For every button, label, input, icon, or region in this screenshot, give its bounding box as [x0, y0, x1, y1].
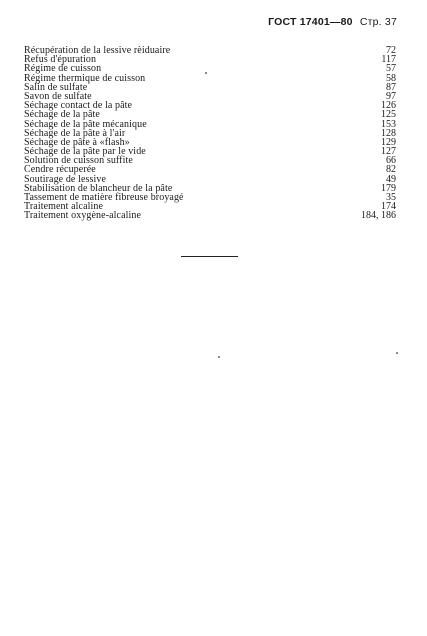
index-pages: 174: [381, 201, 396, 213]
index-pages: 153: [381, 118, 396, 130]
index-term: Séchage contact de la pâte: [24, 100, 133, 112]
index-term: Refus d'épuration: [24, 54, 97, 66]
page-number: Стр. 37: [359, 16, 397, 28]
index-pages: 127: [381, 146, 396, 158]
index-pages: 57: [386, 63, 396, 75]
index-pages: 87: [386, 81, 396, 93]
index-pages: 126: [381, 100, 396, 112]
index-term: Séchage de la pâte à l'air: [24, 127, 126, 139]
index-term: Savon de sulfate: [24, 90, 92, 102]
index-pages: 72: [386, 45, 396, 56]
index-pages: 58: [386, 72, 396, 84]
index-term: Séchage de la pâte par le vide: [24, 146, 146, 158]
index-term: Traitement alcaline: [24, 201, 104, 213]
index-pages: 125: [381, 109, 396, 121]
index-term: Séchage de la pâte mécanique: [24, 118, 147, 130]
index-term: Récupération de la lessive rèiduaire: [24, 45, 171, 56]
end-rule: [181, 256, 238, 257]
index-pages: 82: [386, 164, 396, 176]
index-term: Salin de sulfate: [24, 81, 88, 93]
index-term: Cendre récuperée: [24, 164, 96, 176]
index-term: Solution de cuisson suffite: [24, 155, 133, 167]
page-header: [268, 16, 397, 28]
index-pages: 184, 186: [361, 210, 396, 222]
index-pages: 49: [386, 173, 396, 185]
index-term: Régime thermique de cuisson: [24, 72, 146, 84]
standard-number: ГОСТ 17401—80: [268, 16, 353, 28]
index-term: Traitement oxygène-alcaline: [24, 210, 142, 222]
scan-speck: [396, 352, 398, 354]
index-term: Régime de cuisson: [24, 63, 102, 75]
index-pages: 97: [386, 90, 396, 102]
index-pages: 179: [381, 182, 396, 194]
index-term: Séchage de la pâte: [24, 109, 100, 121]
scan-speck: [218, 356, 220, 358]
index-pages: 129: [381, 136, 396, 148]
index-pages: 128: [381, 127, 396, 139]
index-entry: [24, 211, 396, 220]
index-pages: 117: [381, 54, 396, 66]
index-pages: 66: [386, 155, 396, 167]
index-list: [24, 46, 396, 221]
index-term: Stabilisation de blancheur de la pâte: [24, 182, 173, 194]
scan-speck: [205, 72, 207, 74]
index-term: Tassement de matière fibreuse broyagé: [24, 192, 184, 203]
index-term: Soutirage de lessive: [24, 173, 106, 185]
index-term: Séchage de pâte à «flash»: [24, 136, 130, 148]
index-pages: 35: [386, 192, 396, 203]
